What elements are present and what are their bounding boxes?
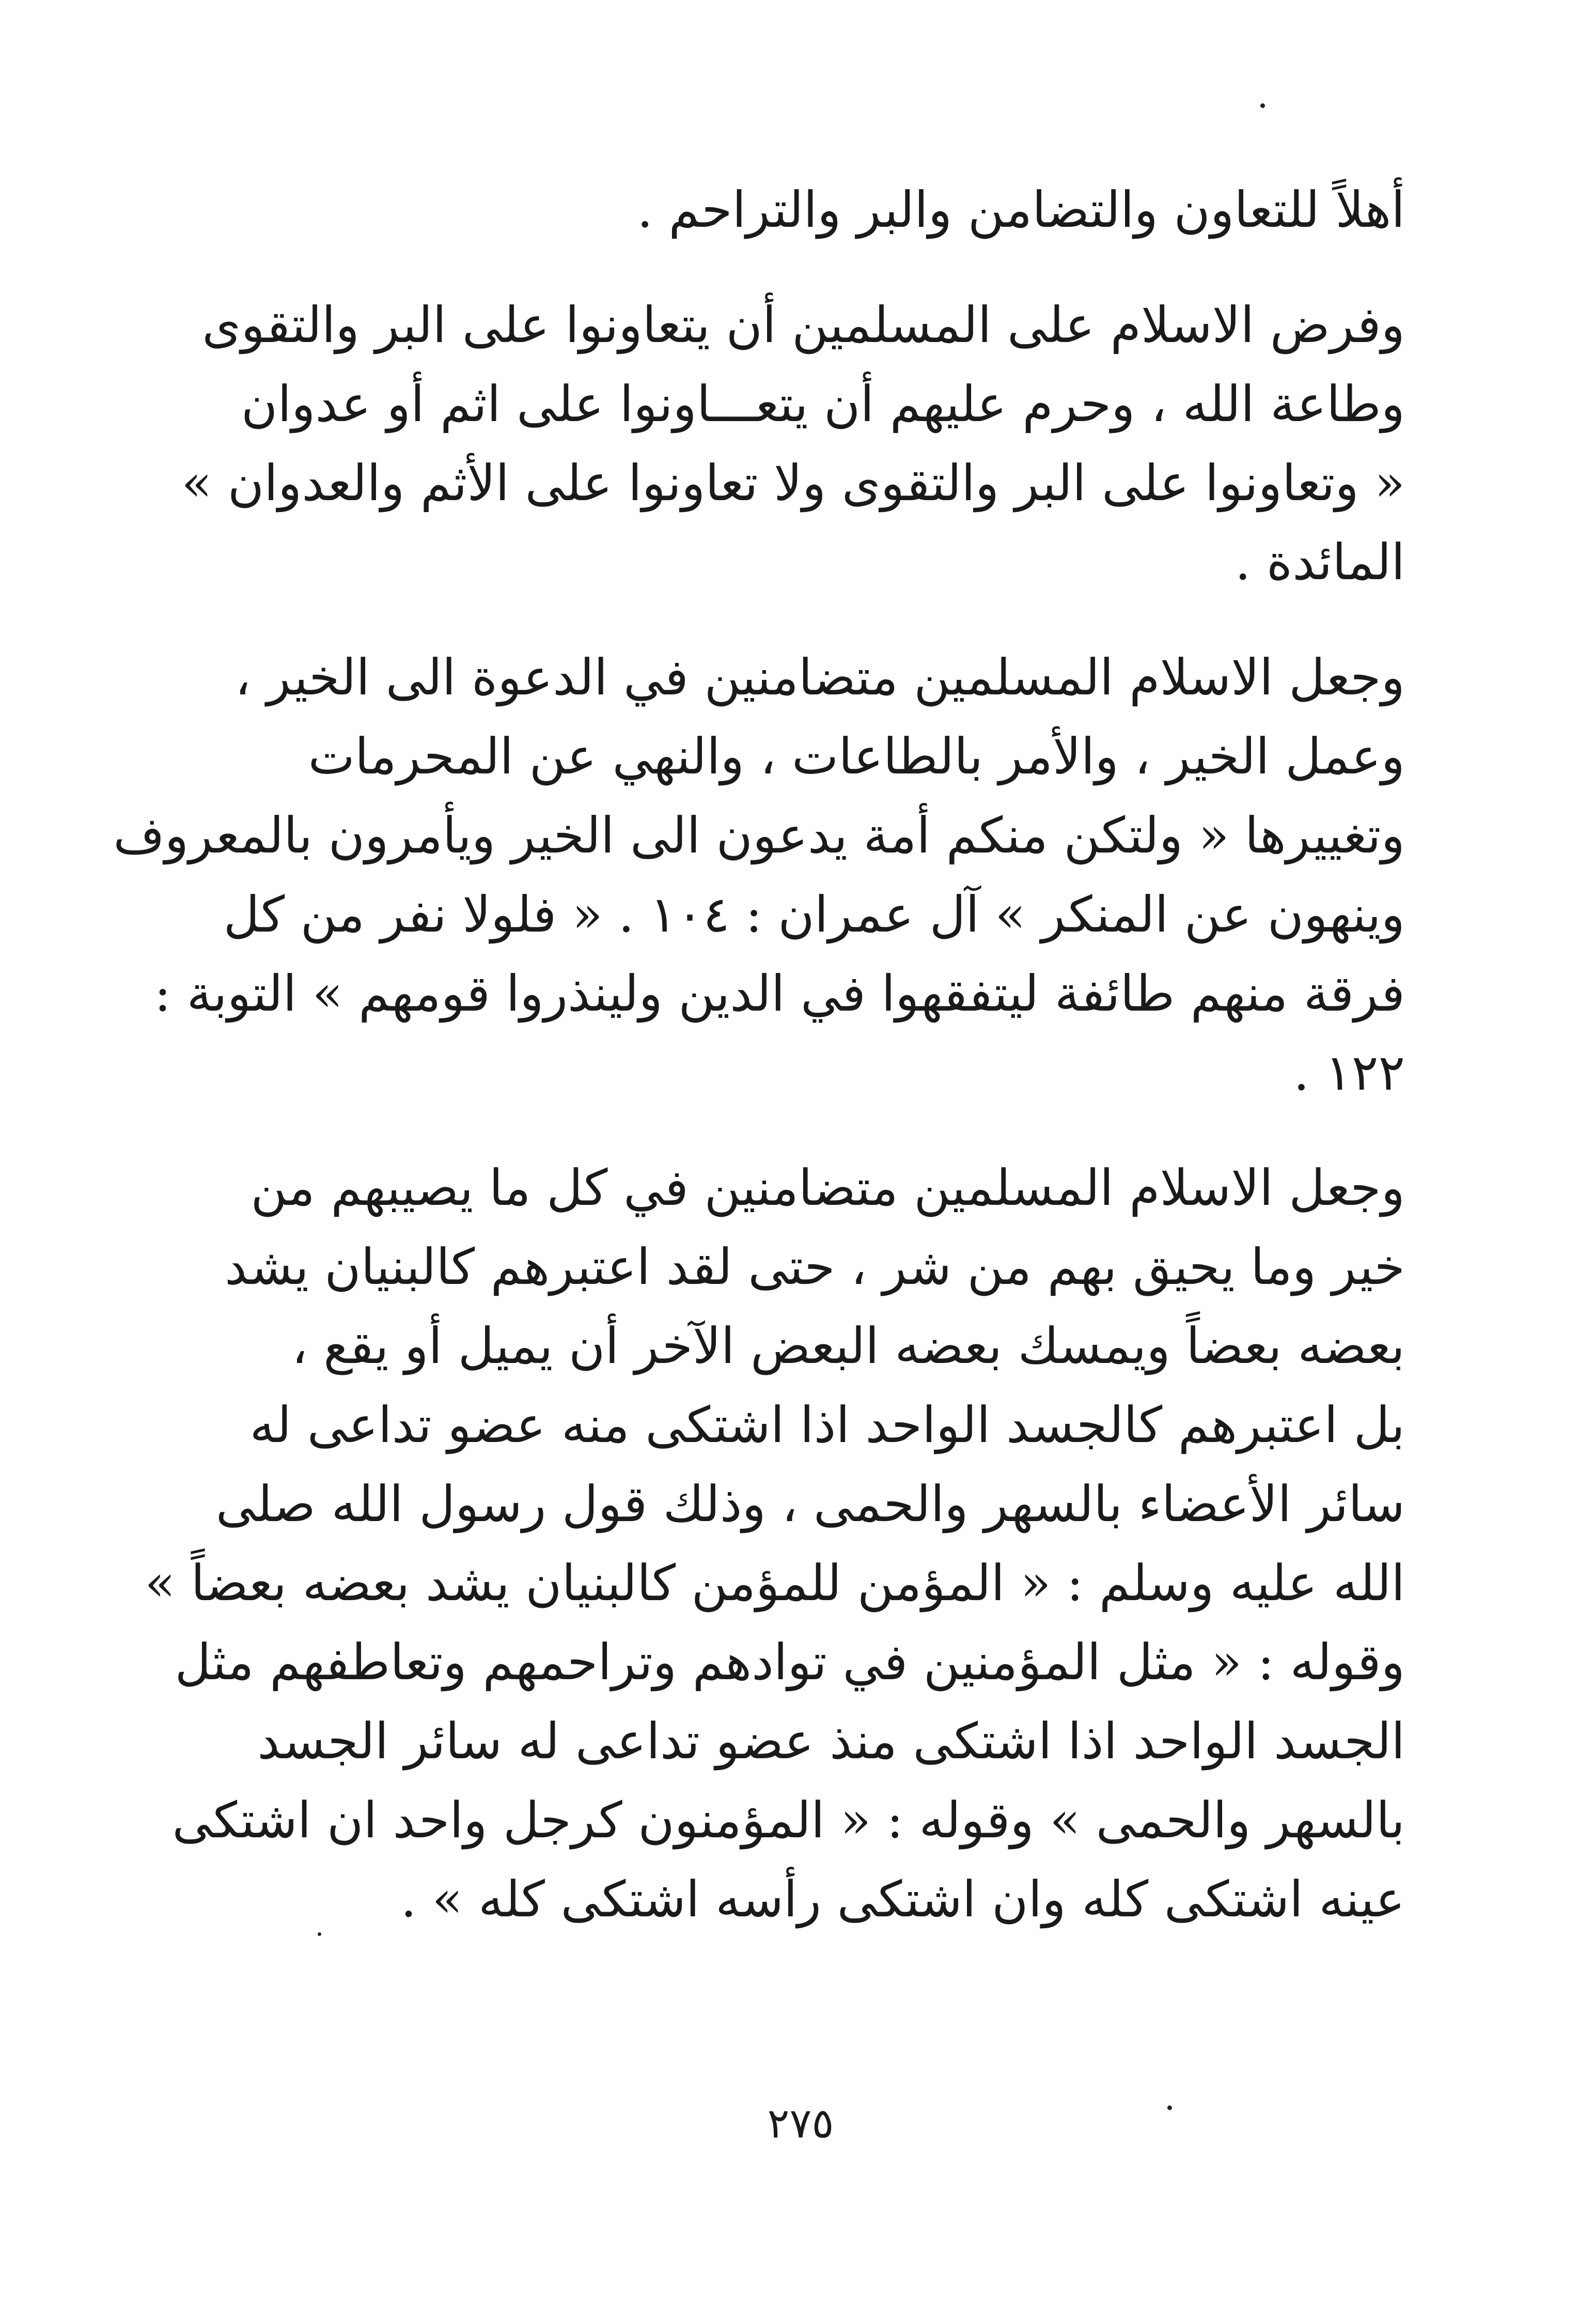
text-line: وينهون عن المنكر » آل عمران : ١٠٤ . « فلولا نفر من كل: [223, 886, 1405, 943]
text-line: « وتعاونوا على البر والتقوى ولا تعاونوا على الأثم والعدوان »: [181, 454, 1405, 512]
text-line: عينه اشتكى كله وان اشتكى رأسه اشتكى كله » .: [400, 1870, 1405, 1928]
paragraph-3: [113, 638, 1405, 1112]
text-line: خير وما يحيق بهم من شر ، حتى لقد اعتبرهم كالبنيان يشد: [225, 1238, 1405, 1296]
ink-speck: [318, 1932, 321, 1936]
body-text: [113, 171, 1405, 1939]
paragraph-2: [181, 286, 1405, 602]
text-line: وعمل الخير ، والأمر بالطاعات ، والنهي عن المحرمات: [308, 727, 1405, 785]
text-line: بالسهر والحمى » وقوله : « المؤمنون كرجل واحد ان اشتكى: [172, 1791, 1405, 1849]
paragraph-gap: [289, 602, 1405, 638]
text-line: فرقة منهم طائفة ليتفقهوا في الدين ولينذروا قومهم » التوبة :: [154, 965, 1405, 1022]
text-line: بعضه بعضاً ويمسك بعضه البعض الآخر أن يميل أو يقع ،: [291, 1317, 1405, 1375]
paragraph-gap: [289, 250, 1405, 286]
text-line: وتغييرها « ولتكن منكم أمة يدعون الى الخير ويأمرون بالمعروف: [113, 807, 1405, 864]
paragraph-1: [289, 171, 1405, 250]
ink-speck: [1260, 103, 1265, 108]
text-line: المائدة .: [1234, 533, 1405, 591]
text-line: وجعل الاسلام المسلمين متضامنين في كل ما يصيبهم من: [251, 1159, 1405, 1217]
text-line: بل اعتبرهم كالجسد الواحد اذا اشتكى منه عضو تداعى له: [249, 1396, 1405, 1454]
text-line: ١٢٢ .: [1293, 1044, 1405, 1102]
text-line: وطاعة الله ، وحرم عليهم أن يتعـــاونوا على اثم أو عدوان: [241, 375, 1405, 433]
paragraph-gap: [289, 1112, 1405, 1149]
text-line: أهلاً للتعاون والتضامن والبر والتراحم .: [637, 181, 1405, 239]
text-line: وجعل الاسلام المسلمين متضامنين في الدعوة الى الخير ،: [235, 648, 1405, 706]
paragraph-4: [145, 1149, 1405, 1939]
ink-speck: [1167, 2105, 1172, 2110]
text-line: وفرض الاسلام على المسلمين أن يتعاونوا على البر والتقوى: [202, 296, 1405, 354]
page-number: ٢٧٥: [767, 2099, 834, 2147]
text-line: الجسد الواحد اذا اشتكى منذ عضو تداعى له سائر الجسد: [257, 1712, 1405, 1770]
text-line: سائر الأعضاء بالسهر والحمى ، وذلك قول رسول الله صلى: [215, 1475, 1405, 1533]
text-line: الله عليه وسلم : « المؤمن للمؤمن كالبنيان يشد بعضه بعضاً »: [145, 1554, 1405, 1612]
text-line: وقوله : « مثل المؤمنين في توادهم وتراحمهم وتعاطفهم مثل: [175, 1633, 1405, 1691]
